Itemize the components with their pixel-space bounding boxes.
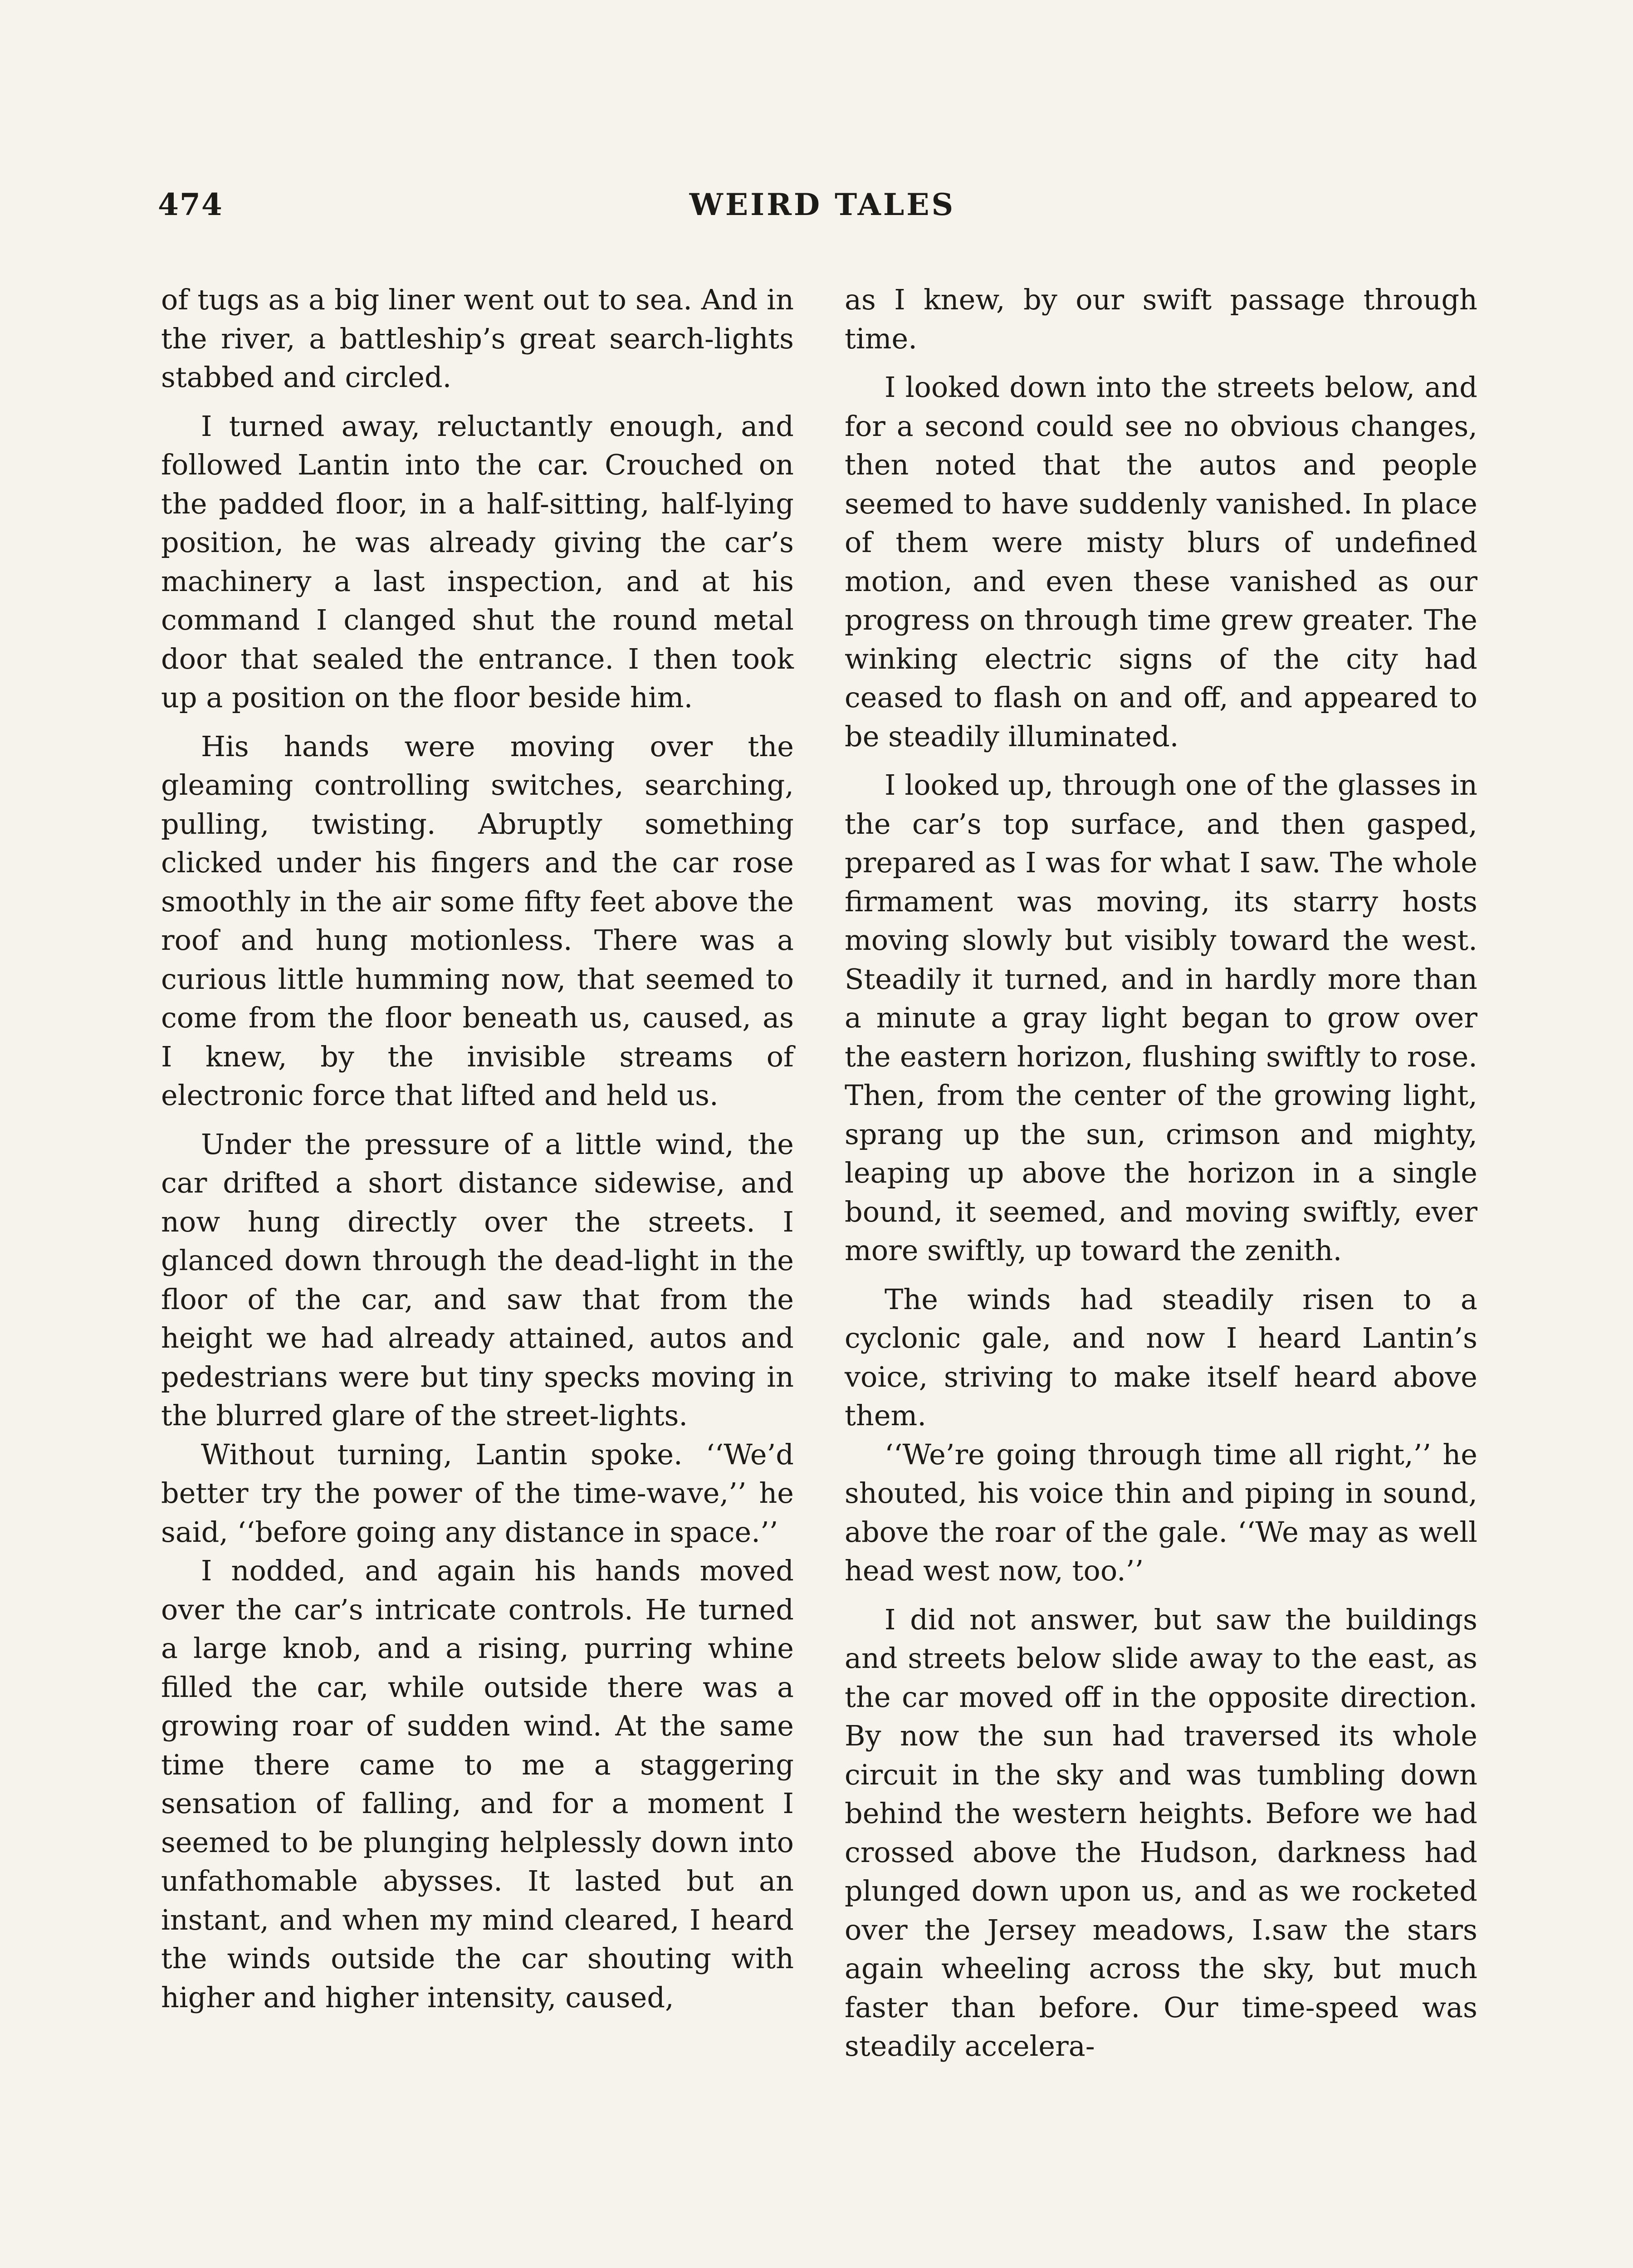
paragraph: I nodded, and again his hands moved over the car’s intricate controls. He turned a large knob, and a rising, purring whine filled the car, while outside there was a growing roar of sudden wind. At the same time there came to me a staggering sensation of falling, and for a moment I seemed to be plunging helplessly down into unfathomable abysses. It lasted but an instant, and when my mind cleared, I heard the winds outside the car shouting with higher and higher intensity, caused, bbox=[161, 1554, 794, 2014]
paragraph: His hands were moving over the gleaming controlling switches, searching, pulling, twisting. Abruptly something clicked under his fingers and the car rose smoothly in the air some fifty feet above the roof and hung motionless. There was a curious little humming now, that seemed to come from the floor beneath us, caused, as I knew, by the invisible streams of electronic force that lifted and held us. bbox=[161, 729, 794, 1112]
paragraph: of tugs as a big liner went out to sea. And in the river, a battleship’s great search-lights stabbed and circled. bbox=[161, 283, 794, 394]
paragraph: I looked up, through one of the glasses in the car’s top surface, and then gasped, prepared as I was for what I saw. The whole firmament was moving, its starry hosts moving slowly but visibly toward the west. Steadily it turned, and in hardly more than a minute a gray light began to grow over the eastern horizon, flushing swiftly to rose. Then, from the center of the growing light, sprang up the sun, crimson and mighty, leaping up above the horizon in a single bound, it seemed, and moving swiftly, ever more swiftly, up toward the zenith. bbox=[845, 768, 1477, 1267]
right-column bbox=[845, 280, 1477, 2066]
page-header bbox=[158, 187, 1487, 237]
paragraph: I did not answer, but saw the buildings and streets below slide away to the east, as the car moved off in the opposite direction. By now the sun had traversed its whole circuit in the sky and was tumbling down behind the western heights. Before we had crossed above the Hudson, darkness had plunged down upon us, and as we rocketed over the Jersey meadows, I.saw the stars again wheeling across the sky, but much faster than before. Our time-speed was steadily accelera- bbox=[845, 1603, 1477, 2063]
paragraph: I looked down into the streets below, and for a second could see no obvious changes, then noted that the autos and people seemed to have suddenly vanished. In place of them were misty blurs of undefined motion, and even these vanished as our progress on through time grew greater. The winking electric signs of the city had ceased to flash on and off, and appeared to be steadily illuminated. bbox=[845, 371, 1477, 753]
paragraph: The winds had steadily risen to a cyclonic gale, and now I heard Lantin’s voice, striving to make itself heard above them. bbox=[845, 1282, 1477, 1432]
paragraph: Without turning, Lantin spoke. ‘‘We’d better try the power of the time-wave,’’ he said, ‘‘before going any distance in space.’’ bbox=[161, 1437, 794, 1549]
paragraph: Under the pressure of a little wind, the car drifted a short distance sidewise, and now hung directly over the streets. I glanced down through the dead-light in the floor of the car, and saw that from the height we had already attained, autos and pedestrians were but tiny specks moving in the blurred glare of the street-lights. bbox=[161, 1127, 794, 1432]
paragraph: as I knew, by our swift passage through time. bbox=[845, 283, 1477, 355]
paragraph: ‘‘We’re going through time all right,’’ he shouted, his voice thin and piping in sound, above the roar of the gale. ‘‘We may as well head west now, too.’’ bbox=[845, 1437, 1477, 1587]
paragraph: I turned away, reluctantly enough, and followed Lantin into the car. Crouched on the padded floor, in a half-sitting, half-lying position, he was already giving the car’s machinery a last inspection, and at his command I clanged shut the round metal door that sealed the entrance. I then took up a position on the floor beside him. bbox=[161, 409, 794, 714]
left-column bbox=[161, 280, 794, 2017]
running-title: WEIRD TALES bbox=[689, 187, 956, 222]
page-number: 474 bbox=[158, 187, 223, 222]
